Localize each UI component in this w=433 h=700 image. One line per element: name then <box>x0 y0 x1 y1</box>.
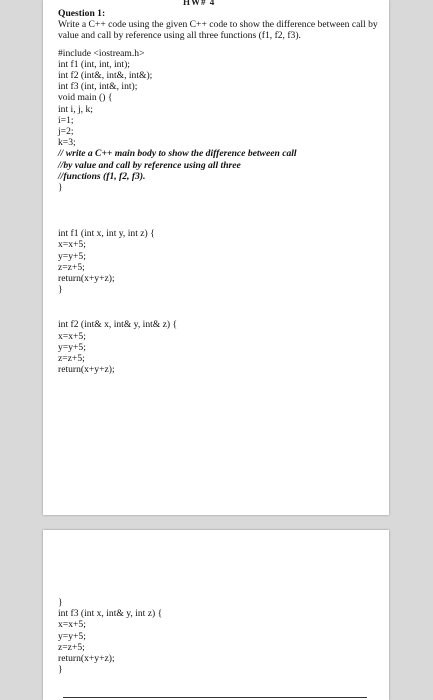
code-line: i=1; <box>58 114 74 126</box>
code-line: } <box>58 664 63 676</box>
code-line: j=2; <box>58 126 74 138</box>
code-f2-block <box>58 319 378 375</box>
code-comment: // write a C++ main body to show the difference between call <box>58 148 297 160</box>
code-line: int f3 (int x, int& y, int z) { <box>58 608 163 620</box>
code-line: int f3 (int, int&, int); <box>58 81 138 93</box>
page-2-content <box>58 597 162 675</box>
code-line: x=x+5; <box>58 619 86 631</box>
code-line: z=z+5; <box>58 353 85 365</box>
code-line: z=z+5; <box>58 261 85 273</box>
document-page-2 <box>43 530 389 700</box>
code-comment: //by value and call by reference using all three <box>58 159 241 171</box>
code-line: #include <iostream.h> <box>58 47 145 59</box>
code-main-block <box>58 48 378 194</box>
page-1-content <box>58 8 378 375</box>
code-f1-block <box>58 228 378 295</box>
code-line: y=y+5; <box>58 250 86 262</box>
code-line: int f1 (int, int, int); <box>58 58 130 70</box>
document-page-1 <box>43 0 389 515</box>
code-line: k=3; <box>58 137 76 149</box>
code-line: int f2 (int& x, int& y, int& z) { <box>58 319 178 331</box>
code-line: z=z+5; <box>58 641 85 653</box>
code-line: int f2 (int&, int&, int&); <box>58 70 153 82</box>
code-line: x=x+5; <box>58 330 86 342</box>
code-line: } <box>58 597 63 608</box>
code-line: x=x+5; <box>58 239 86 251</box>
code-line: void main () { <box>58 92 113 104</box>
code-line: return(x+y+z); <box>58 653 115 665</box>
code-line: } <box>58 182 63 194</box>
question-title: Question 1: <box>58 8 106 19</box>
question-text: Write a C++ code using the given C++ code to show the difference between call by value and call by reference using all three functions (f1, f2, f3). <box>58 19 378 42</box>
code-comment: //functions (f1, f2, f3). <box>58 170 146 182</box>
bottom-rule <box>63 697 367 698</box>
code-line: int i, j, k; <box>58 103 93 115</box>
code-line: y=y+5; <box>58 630 86 642</box>
code-line: return(x+y+z); <box>58 273 115 285</box>
header-mark: HW# 4 <box>183 0 216 7</box>
code-line: y=y+5; <box>58 341 86 353</box>
code-line: } <box>58 284 63 296</box>
code-line: return(x+y+z); <box>58 364 115 376</box>
code-line: int f1 (int x, int y, int z) { <box>58 228 155 240</box>
